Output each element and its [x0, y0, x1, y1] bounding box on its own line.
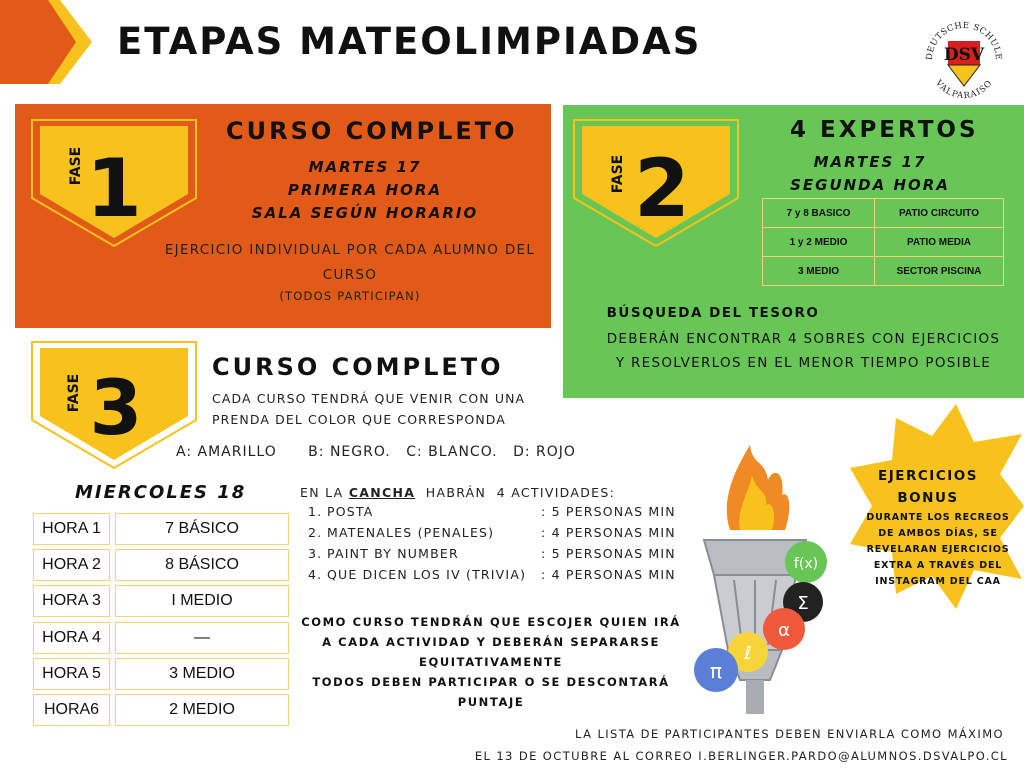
activity-name: QUE DICEN LOS IV (TRIVIA): [327, 567, 527, 582]
treasure-hunt-line: Y RESOLVERLOS EN EL MENOR TIEMPO POSIBLE: [615, 355, 992, 371]
activity-min-people: : 5 PERSONAS MIN: [541, 504, 676, 519]
phase1-badge: [28, 116, 200, 250]
activities-list: [308, 504, 693, 588]
footer-line: EL 13 DE OCTUBRE AL CORREO I.BERLINGER.PARDO@ALUMNOS.DSVALPO.CL: [474, 749, 1008, 763]
color-option: C: BLANCO.: [406, 444, 498, 460]
footer-line: LA LISTA DE PARTICIPANTES DEBEN ENVIARLA COMO MÁXIMO: [575, 727, 1004, 741]
rules-line: PUNTAJE: [457, 695, 525, 709]
activity-min-people: : 5 PERSONAS MIN: [541, 546, 676, 561]
schedule-course: I MEDIO: [115, 585, 289, 617]
phase1-info-room: SALA SEGÚN HORARIO: [251, 204, 479, 222]
activity-number: 4.: [308, 567, 323, 582]
color-options: [176, 444, 602, 460]
phase1-heading: CURSO COMPLETO: [226, 117, 518, 145]
bonus-title-line: EJERCICIOS: [878, 468, 978, 484]
rules-line: A CADA ACTIVIDAD Y DEBERÁN SEPARARSE: [322, 635, 660, 649]
experts-place-cell: PATIO MEDIA: [875, 228, 1004, 257]
activities-intro-place: CANCHA: [348, 485, 416, 500]
schedule-hour: HORA 1: [33, 513, 110, 545]
schedule-hour: HORA 4: [33, 622, 110, 654]
experts-table: [762, 198, 1004, 286]
activity-number: 2.: [308, 525, 323, 540]
schedule-course: —: [115, 622, 289, 654]
phase3-description: [212, 388, 572, 430]
phase1-badge-number: 1: [86, 142, 142, 235]
activities-intro-after: HABRÁN 4 ACTIVIDADES:: [415, 485, 616, 500]
phase2-badge: [570, 116, 742, 250]
experts-group-cell: 7 y 8 BASICO: [763, 199, 875, 228]
table-row: [763, 199, 1004, 228]
activity-number: 1.: [308, 504, 323, 519]
rules-line: COMO CURSO TENDRÁN QUE ESCOJER QUIEN IRÁ: [301, 615, 681, 629]
activities-rules: [300, 612, 682, 712]
phase2-badge-label: FASE: [610, 154, 626, 194]
phase1-badge-label: FASE: [68, 146, 84, 186]
rules-line: TODOS DEBEN PARTICIPAR O SE DESCONTARÁ: [312, 675, 670, 689]
color-option: D: ROJO: [513, 444, 576, 460]
color-option: B: NEGRO.: [308, 444, 391, 460]
bonus-description-line: DE AMBOS DÍAS, SE: [878, 528, 998, 539]
page-title: ETAPAS MATEOLIMPIADAS: [117, 20, 702, 63]
header-arrow-decoration: [0, 0, 100, 84]
school-logo: [918, 14, 1010, 100]
schedule-date: MIERCOLES 18: [75, 482, 247, 503]
schedule-hour: HORA6: [33, 694, 110, 726]
phase3-badge: [28, 338, 200, 472]
footer-note: [440, 723, 1008, 767]
color-option: A: AMARILLO: [176, 444, 277, 460]
torch-illustration: [690, 440, 830, 720]
torch-symbol: α: [778, 620, 790, 641]
activity-name: PAINT BY NUMBER: [327, 546, 459, 561]
phase2-badge-number: 2: [634, 142, 690, 235]
phase2-info-time: SEGUNDA HORA: [790, 176, 950, 194]
phase2-info-day: MARTES 17: [813, 153, 927, 171]
phase1-note: (TODOS PARTICIPAN): [279, 289, 421, 303]
list-item: [308, 546, 693, 567]
bonus-description-line: EXTRA A TRAVÉS DEL: [873, 560, 1003, 571]
schedule-hour: HORA 2: [33, 549, 110, 581]
torch-symbol: Σ: [797, 593, 809, 614]
schedule-course: 3 MEDIO: [115, 658, 289, 690]
torch-symbol: π: [709, 659, 723, 683]
experts-group-cell: 3 MEDIO: [763, 257, 875, 286]
experts-group-cell: 1 y 2 MEDIO: [763, 228, 875, 257]
experts-place-cell: PATIO CIRCUITO: [875, 199, 1004, 228]
rules-line: EQUITATIVAMENTE: [419, 655, 563, 669]
schedule-course: 8 BÁSICO: [115, 549, 289, 581]
activity-min-people: : 4 PERSONAS MIN: [541, 567, 676, 582]
table-row: [763, 257, 1004, 286]
logo-text-top: DEUTSCHE SCHULE: [924, 20, 1004, 61]
torch-symbol: f(x): [793, 556, 819, 572]
phase1-info-time: PRIMERA HORA: [287, 181, 443, 199]
phase3-badge-label: FASE: [66, 373, 82, 413]
experts-place-cell: SECTOR PISCINA: [875, 257, 1004, 286]
phase3-badge-number: 3: [89, 363, 143, 452]
phase3-description-line: PRENDA DEL COLOR QUE CORRESPONDA: [212, 412, 506, 427]
activity-name: POSTA: [327, 504, 374, 519]
activity-min-people: : 4 PERSONAS MIN: [541, 525, 676, 540]
phase1-description: EJERCICIO INDIVIDUAL POR CADA ALUMNO DEL CURSO: [164, 242, 536, 283]
treasure-hunt-title: BÚSQUEDA DEL TESORO: [606, 305, 820, 321]
activity-number: 3.: [308, 546, 323, 561]
activity-name: MATENALES (PENALES): [327, 525, 495, 540]
bonus-title: [868, 465, 988, 509]
bonus-description-line: REVELARAN EJERCICIOS: [866, 544, 1010, 555]
schedule-course: 7 BÁSICO: [115, 513, 289, 545]
schedule-course: 2 MEDIO: [115, 694, 289, 726]
torch-symbol: ℓ: [744, 643, 752, 664]
activities-intro-before: EN LA: [300, 485, 349, 500]
treasure-hunt-description: [583, 327, 1024, 375]
phase1-info: [215, 156, 515, 225]
bonus-description-line: DURANTE LOS RECREOS: [866, 512, 1010, 523]
activities-intro: [300, 485, 615, 500]
phase2-info: [760, 151, 980, 197]
treasure-hunt-line: DEBERÁN ENCONTRAR 4 SOBRES CON EJERCICIOS: [606, 331, 1001, 347]
list-item: [308, 504, 693, 525]
schedule-hour: HORA 3: [33, 585, 110, 617]
table-row: [763, 228, 1004, 257]
logo-text-bottom: VALPARAISO: [933, 78, 995, 100]
phase3-heading: CURSO COMPLETO: [212, 353, 504, 381]
phase3-description-line: CADA CURSO TENDRÁ QUE VENIR CON UNA: [212, 391, 526, 406]
logo-letters: DSV: [943, 45, 985, 65]
bonus-description: [858, 510, 1018, 590]
list-item: [308, 567, 693, 588]
schedule-hour: HORA 5: [33, 658, 110, 690]
bonus-title-line: BONUS: [897, 490, 959, 506]
phase2-heading: 4 EXPERTOS: [790, 117, 979, 143]
list-item: [308, 525, 693, 546]
bonus-description-line: INSTAGRAM DEL CAA: [875, 576, 1001, 587]
phase1-info-day: MARTES 17: [308, 158, 422, 176]
